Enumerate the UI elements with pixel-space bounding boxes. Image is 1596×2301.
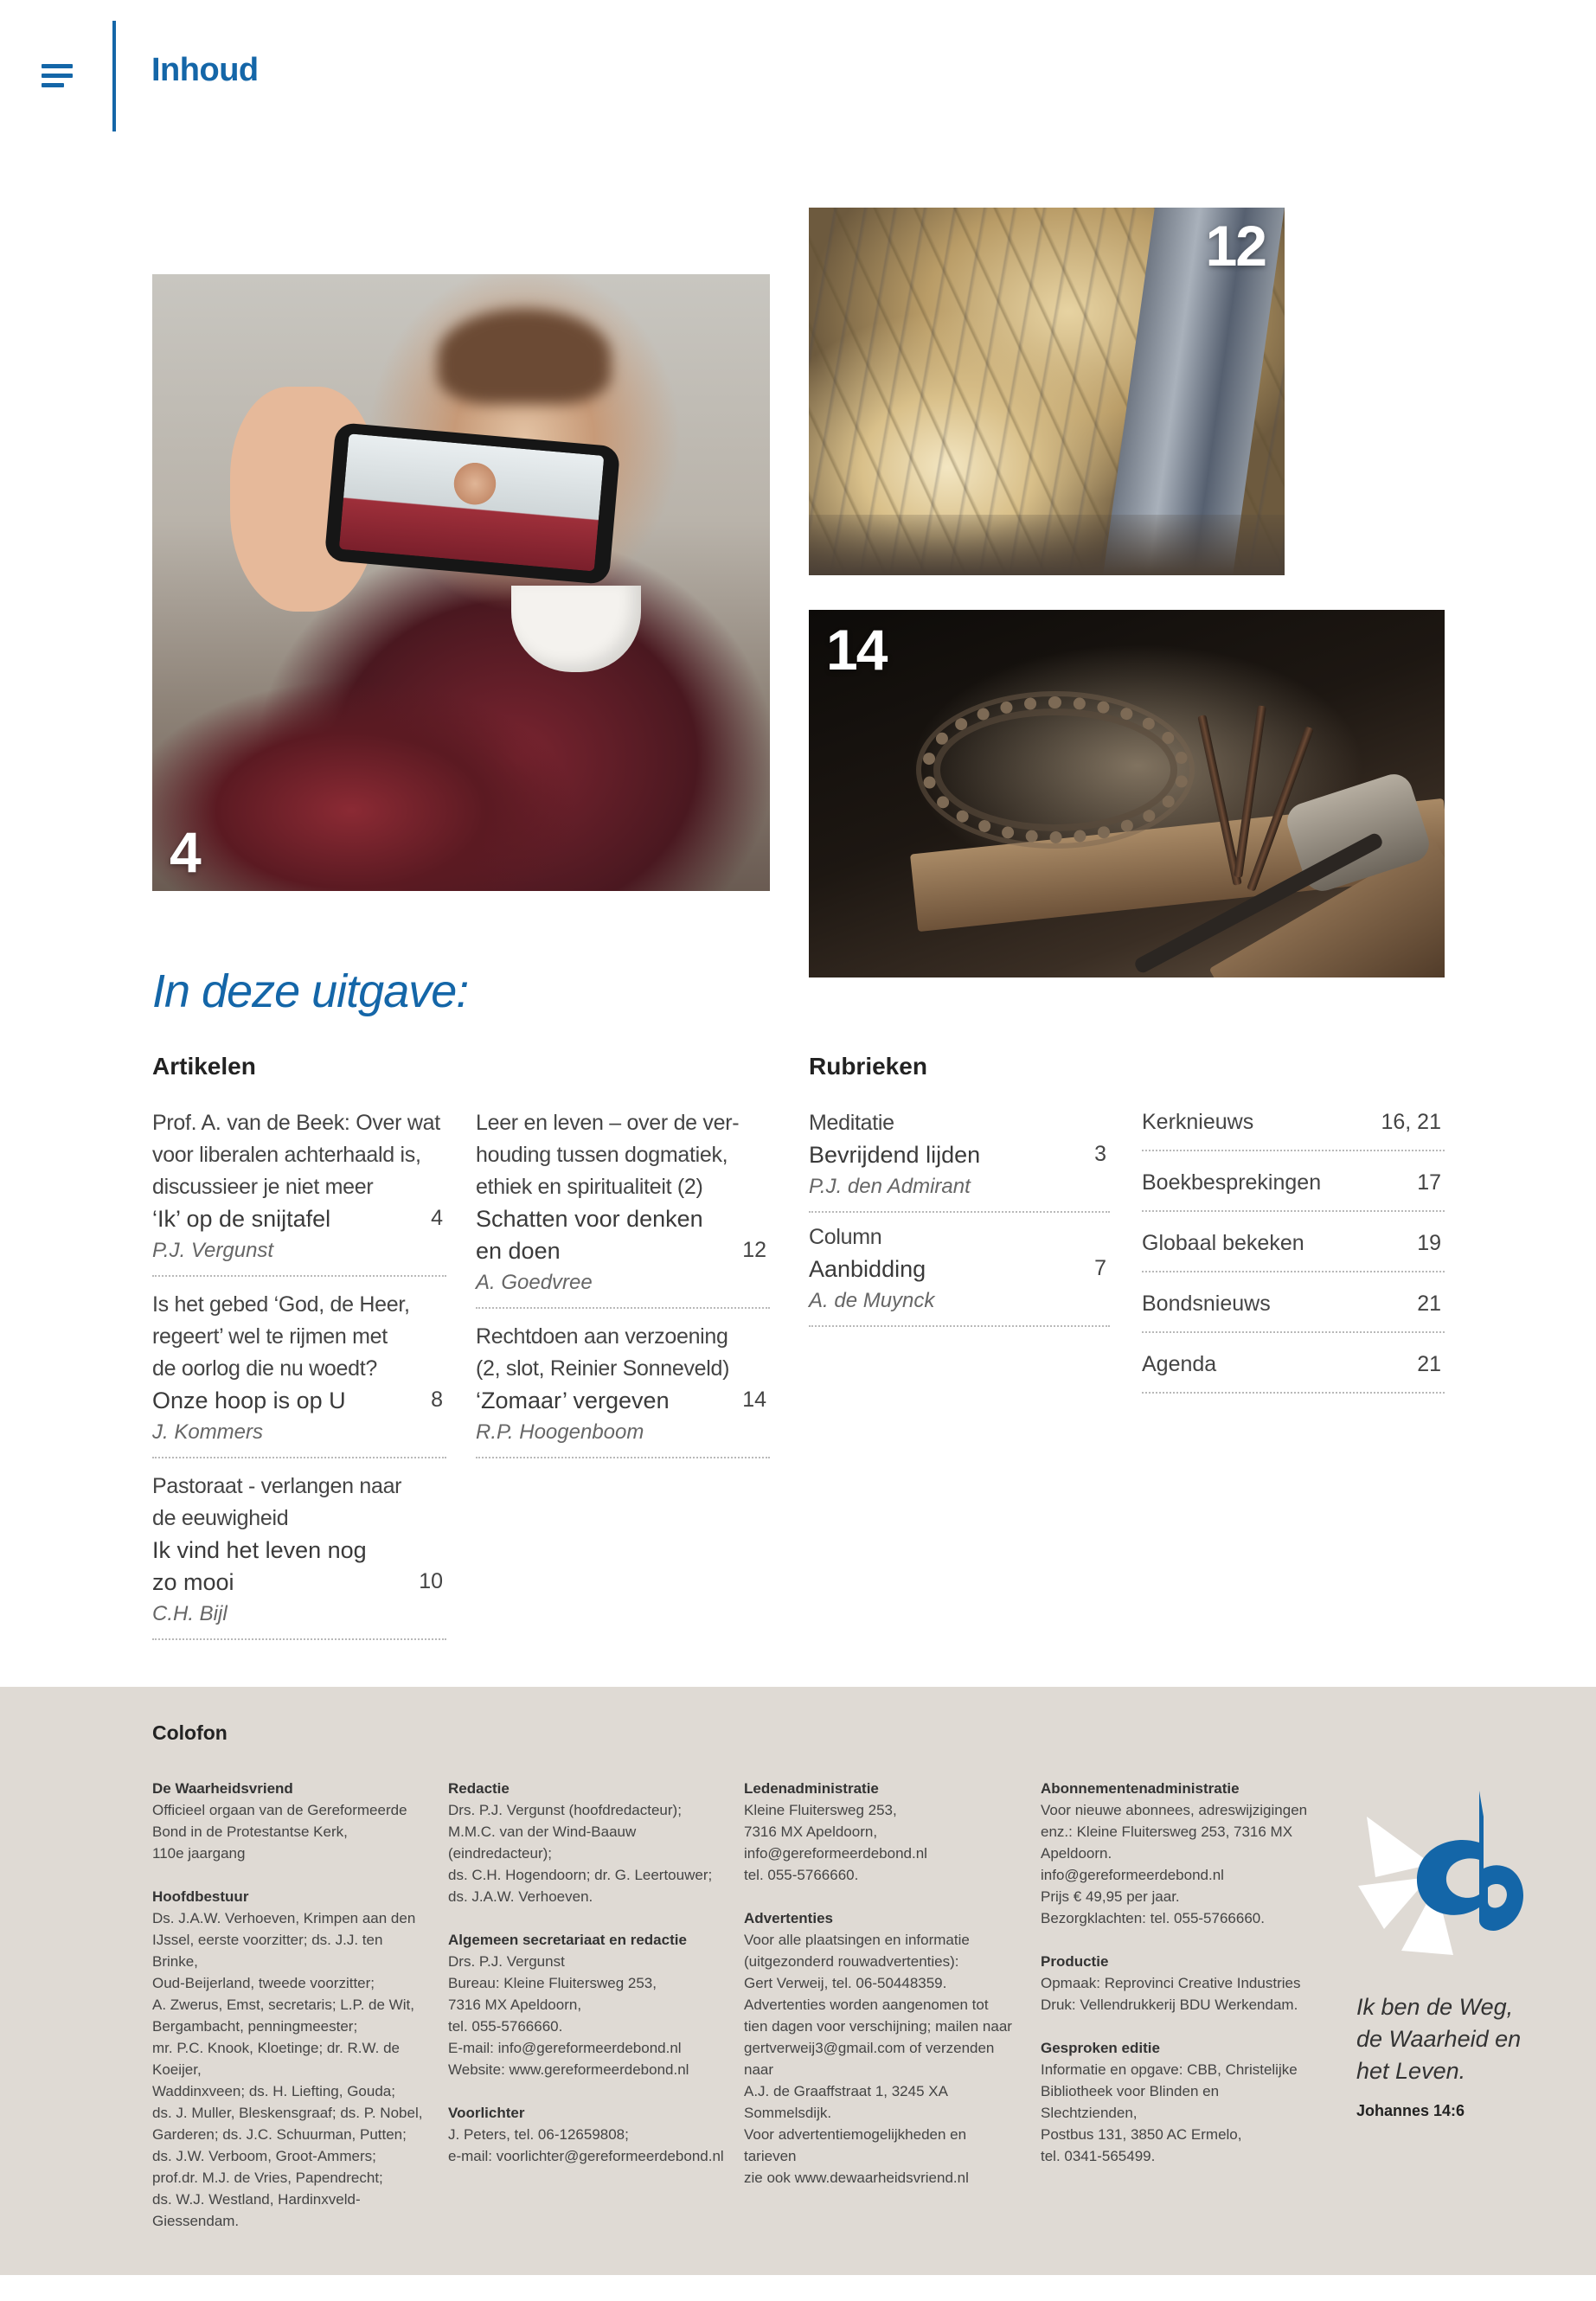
toc-title: In deze uitgave: [152,965,469,1017]
toc-kicker: Pastoraat - verlangen naar de eeuwigheid [152,1474,402,1530]
rubrieken-column-1 [809,1107,1110,1336]
toc-author: J. Kommers [152,1420,264,1444]
colofon-block-heading: Algemeen secretariaat en redactie [448,1932,687,1948]
header-divider [112,21,116,131]
colofon-block-text: Officieel orgaan van de Gereformeerde Bond in de Protestantse Kerk, 110e jaargang [152,1802,407,1862]
rubriek-page-number: 16, 21 [1381,1110,1441,1134]
artikelen-column-2 [476,1107,770,1471]
toc-entry[interactable] [809,1107,1110,1213]
photo-cathedral-article[interactable] [809,208,1285,575]
toc-entry[interactable] [152,1289,446,1458]
toc-headline: Bevrijdend lijden [809,1142,981,1168]
toc-page-number: 12 [742,1238,766,1262]
colofon-column-1 [152,1778,429,2253]
toc-kicker: Column [809,1225,882,1249]
artikelen-column-1 [152,1107,446,1652]
toc-entry[interactable] [476,1107,770,1309]
colofon-block-text: Ds. J.A.W. Verhoeven, Krimpen aan den IJssel, eerste voorzitter; ds. J.J. ten Brinke, Oud-Beijerland, tweede voorzitter; A. Zwerus, Emst, secretaris; L.P. de Wit, Bergambacht, penningmeester; mr. P.C. Knook, Kloetinge; dr. R.W. de Koeijer, Waddinxveen; ds. H. Liefting, Gouda; ds. J. Muller, Bleskensgraaf; ds. P. Nobel, Garderen; ds. J.C. Schuurman, Putten; ds. J.W. Verboom, Groot-Ammers; prof.dr. M.J. de Vries, Papendrecht; ds. W.J. Westland, Hardinxveld-Giessendam. [152,1910,423,2229]
toc-page-number: 8 [431,1388,443,1412]
toc-headline: Ik vind het leven nog zo mooi [152,1537,367,1595]
rubrieken-column-2 [1142,1103,1445,1406]
colofon-block-heading: De Waarheidsvriend [152,1780,293,1797]
colofon-column-4 [1041,1778,1317,2189]
colofon-block [448,1929,725,2080]
colofon-block [1041,2037,1317,2167]
toc-page-number: 4 [431,1206,443,1230]
toc-page-number: 14 [742,1388,766,1412]
colofon-block-text: Voor nieuwe abonnees, adreswijzigingen enz.: Kleine Fluitersweg 253, 7316 MX Apeldoorn. info@gereformeerdebond.nl Prijs € 49,95 per jaar. Bezorgklachten: tel. 055-5766660. [1041,1802,1308,1926]
colofon-block-heading: Redactie [448,1780,510,1797]
photo-selfie-article[interactable] [152,274,770,891]
toc-headline: ‘Ik’ op de snijtafel [152,1206,331,1232]
rubriek-page-number: 19 [1417,1231,1441,1255]
colofon-block-heading: Gesproken editie [1041,2040,1160,2056]
toc-kicker: Is het gebed ‘God, de Heer, regeert’ wel te rijmen met de oorlog die nu woedt? [152,1292,410,1381]
colofon-column-3 [744,1778,1021,2210]
colofon-block-heading: Abonnementenadministratie [1041,1780,1240,1797]
bible-quote: Ik ben de Weg, de Waarheid en het Leven. [1356,1994,1522,2084]
toc-author: C.H. Bijl [152,1602,228,1625]
colofon-block-text: J. Peters, tel. 06-12659808; e-mail: voorlichter@gereformeerdebond.nl [448,2126,724,2164]
rubriek-label: Globaal bekeken [1142,1231,1304,1255]
toc-author: A. de Muynck [809,1289,935,1312]
toc-author: R.P. Hoogenboom [476,1420,644,1444]
colofon-block-text: Kleine Fluitersweg 253, 7316 MX Apeldoorn, info@gereformeerdebond.nl tel. 055-5766660. [744,1802,927,1883]
photo-page-number: 4 [170,820,200,884]
colofon-block-heading: Hoofdbestuur [152,1888,249,1905]
rubriek-label: Bondsnieuws [1142,1292,1271,1316]
colofon-block-text: Informatie en opgave: CBB, Christelijke Bibliotheek voor Blinden en Slechtzienden, Postbus 131, 3850 AC Ermelo, tel. 0341-565499. [1041,2061,1298,2164]
colofon-block [1041,1951,1317,2016]
rubrieken-heading: Rubrieken [809,1053,927,1080]
toc-kicker: Rechtdoen aan verzoening (2, slot, Reinier Sonneveld) [476,1324,730,1381]
toc-headline: Onze hoop is op U [152,1388,346,1413]
toc-kicker: Leer en leven – over de ver- houding tussen dogmatiek, ethiek en spiritualiteit (2) [476,1111,740,1199]
toc-page-number: 10 [419,1569,443,1593]
colofon-block [152,1886,429,2232]
colofon-block [152,1778,429,1864]
colofon-block [448,1778,725,1907]
toc-headline: Aanbidding [809,1256,926,1282]
colofon-section [0,1687,1596,2275]
toc-page-number: 3 [1094,1142,1106,1166]
page-title: Inhoud [151,52,259,88]
photo-page-number: 12 [1205,214,1266,278]
toc-entry[interactable] [809,1221,1110,1327]
rubriek-item[interactable] [1142,1345,1445,1394]
rubriek-page-number: 17 [1417,1170,1441,1195]
rubriek-item[interactable] [1142,1163,1445,1212]
toc-kicker: Meditatie [809,1111,894,1135]
colofon-block-text: Voor alle plaatsingen en informatie (uitgezonderd rouwadvertenties): Gert Verweij, tel. 06-50448359. Advertenties worden aangenomen tot tien dagen voor verschijning; mailen naar gertverweij3@gmail.com of verzenden naar A.J. de Graaffstraat 1, 3245 XA Sommelsdijk. Voor advertentiemogelijkheden en tarieven zie ook www.dewaarheidsvriend.nl [744,1932,1012,2186]
rubriek-page-number: 21 [1417,1292,1441,1316]
colofon-block-heading: Advertenties [744,1910,833,1926]
toc-kicker: Prof. A. van de Beek: Over wat voor liberalen achterhaald is, discussieer je niet meer [152,1111,440,1199]
colofon-block-heading: Voorlichter [448,2105,525,2121]
rubriek-page-number: 21 [1417,1352,1441,1376]
colofon-block [744,1907,1021,2189]
toc-author: P.J. Vergunst [152,1239,274,1262]
colofon-block-text: Drs. P.J. Vergunst (hoofdredacteur); M.M.C. van der Wind-Baauw (eindredacteur); ds. C.H. Hogendoorn; dr. G. Leertouwer; ds. J.A.W. Verhoeven. [448,1802,713,1905]
colofon-block [744,1778,1021,1886]
colofon-block-text: Drs. P.J. Vergunst Bureau: Kleine Fluitersweg 253, 7316 MX Apeldoorn, tel. 055-5766660. E-mail: info@gereformeerdebond.nl Website: www.gereformeerdebond.nl [448,1953,689,2078]
toc-entry[interactable] [152,1107,446,1277]
colofon-block-heading: Ledenadministratie [744,1780,879,1797]
colofon-block [1041,1778,1317,1929]
rubriek-label: Kerknieuws [1142,1110,1254,1134]
rubriek-item[interactable] [1142,1103,1445,1151]
colofon-column-2 [448,1778,725,2189]
colofon-title: Colofon [152,1721,228,1744]
gereformeerde-bond-logo [1349,1782,1531,1972]
bible-quote-reference: Johannes 14:6 [1356,2102,1465,2119]
rubriek-item[interactable] [1142,1285,1445,1333]
rubriek-label: Boekbesprekingen [1142,1170,1322,1195]
toc-headline: ‘Zomaar’ vergeven [476,1388,670,1413]
colofon-block-text: Opmaak: Reprovinci Creative Industries Druk: Vellendrukkerij BDU Werkendam. [1041,1975,1301,2013]
artikelen-heading: Artikelen [152,1053,256,1080]
photo-page-number: 14 [826,618,887,682]
toc-page-number: 7 [1094,1256,1106,1280]
colofon-block-heading: Productie [1041,1953,1109,1970]
photo-crown-of-thorns-article[interactable] [809,610,1445,977]
toc-author: A. Goedvree [476,1271,593,1294]
colofon-block [448,2102,725,2167]
hamburger-menu-icon[interactable] [42,64,73,88]
toc-entry[interactable] [476,1321,770,1458]
toc-headline: Schatten voor denken en doen [476,1206,703,1264]
rubriek-item[interactable] [1142,1224,1445,1272]
toc-author: P.J. den Admirant [809,1175,971,1198]
rubriek-label: Agenda [1142,1352,1217,1376]
toc-entry[interactable] [152,1471,446,1640]
